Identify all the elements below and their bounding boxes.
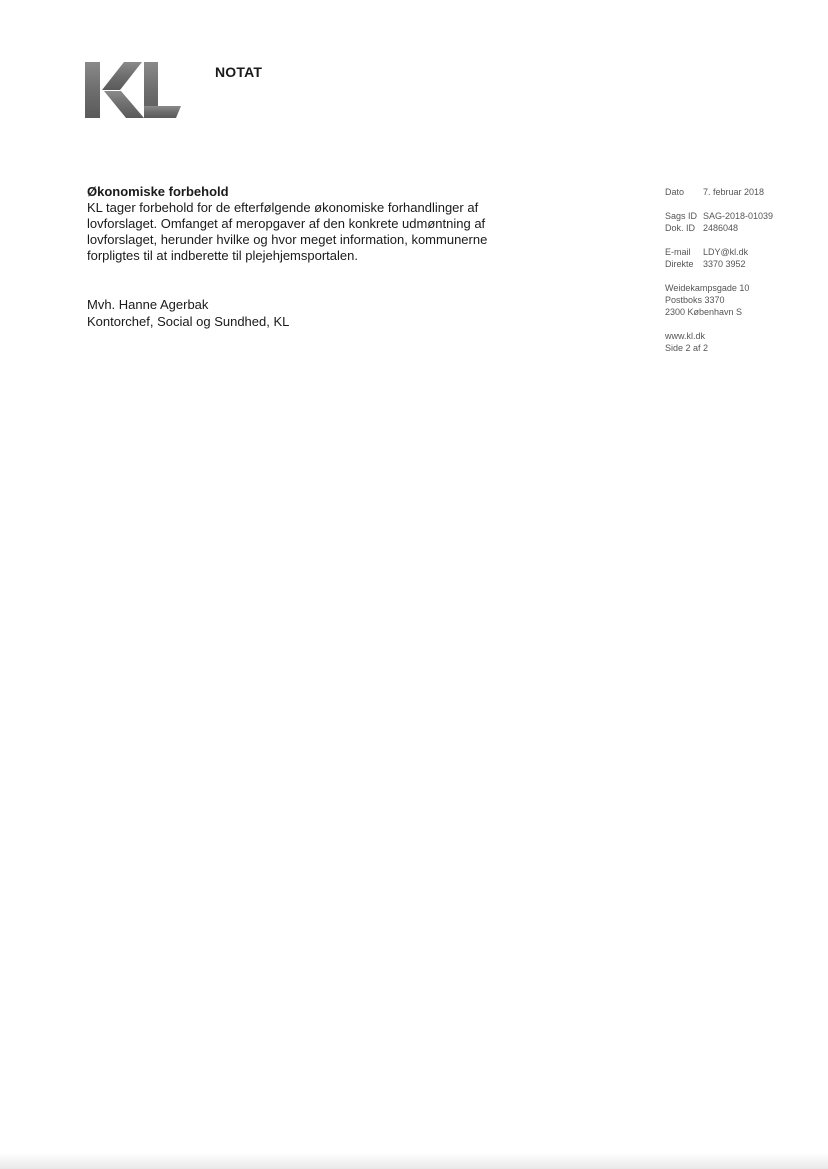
website: www.kl.dk bbox=[665, 331, 706, 341]
date-group bbox=[665, 186, 815, 198]
kl-logo bbox=[84, 60, 182, 120]
date-label: Dato bbox=[665, 187, 685, 197]
signature-block bbox=[87, 296, 527, 330]
web-group bbox=[665, 330, 815, 354]
scan-edge-shadow bbox=[0, 1153, 828, 1169]
id-group bbox=[665, 210, 815, 234]
page-number: Side 2 af 2 bbox=[665, 343, 709, 353]
contact-group bbox=[665, 246, 815, 270]
section-body bbox=[87, 200, 527, 264]
address-street: Weidekampsgade 10 bbox=[665, 283, 750, 293]
body-line: lovforslaget, herunder hvilke og hvor meget information, kommunerne bbox=[87, 232, 488, 247]
document-type: NOTAT bbox=[215, 64, 263, 80]
address-postbox: Postboks 3370 bbox=[665, 295, 725, 305]
metadata-column bbox=[665, 186, 815, 366]
sags-id-value: SAG-2018-01039 bbox=[703, 211, 774, 221]
address-city: 2300 København S bbox=[665, 307, 743, 317]
body-line: forpligtes til at indberette til plejehjemsportalen. bbox=[87, 248, 358, 263]
section-title: Økonomiske forbehold bbox=[87, 184, 229, 199]
signature-title: Kontorchef, Social og Sundhed, KL bbox=[87, 314, 290, 329]
direkte-label: Direkte bbox=[665, 259, 694, 269]
address-group bbox=[665, 282, 815, 318]
direkte-value: 3370 3952 bbox=[703, 259, 746, 269]
body-line: lovforslaget. Omfanget af meropgaver af den konkrete udmøntning af bbox=[87, 216, 486, 231]
body-line: KL tager forbehold for de efterfølgende økonomiske forhandlinger af bbox=[87, 200, 479, 215]
dok-id-label: Dok. ID bbox=[665, 223, 696, 233]
date-value: 7. februar 2018 bbox=[703, 187, 765, 197]
email-label: E-mail bbox=[665, 247, 691, 257]
signature-name: Mvh. Hanne Agerbak bbox=[87, 297, 209, 312]
email-value: LDY@kl.dk bbox=[703, 247, 749, 257]
dok-id-value: 2486048 bbox=[703, 223, 739, 233]
sags-id-label: Sags ID bbox=[665, 211, 698, 221]
main-content bbox=[87, 184, 527, 330]
